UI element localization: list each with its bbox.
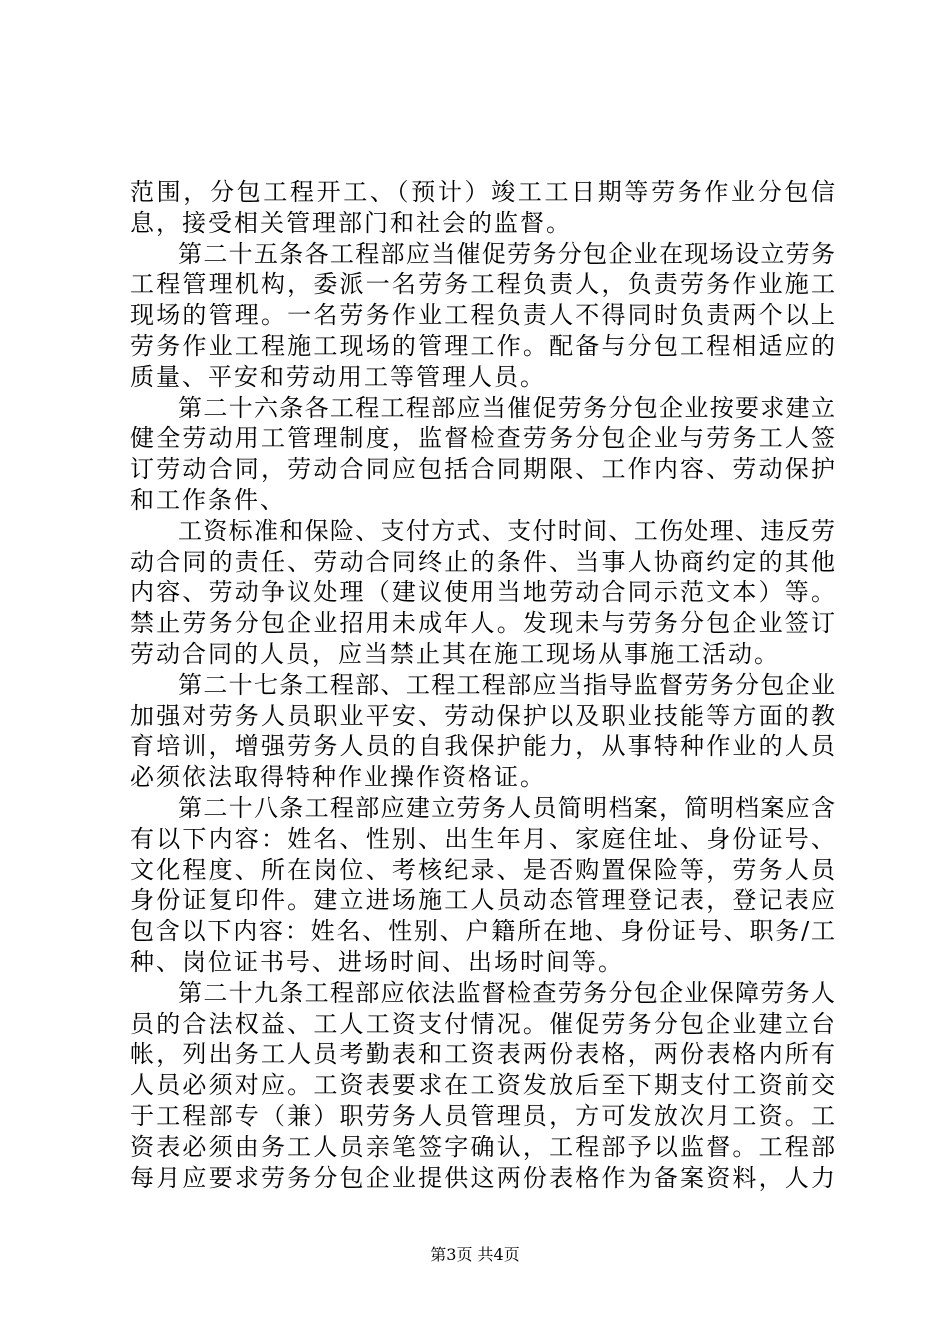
document-body [130, 177, 835, 1193]
page-number-footer: 第3页 共4页 [430, 1245, 520, 1264]
text-line: 劳动合同的人员，应当禁止其在施工现场从事施工活动。 [130, 639, 780, 668]
text-line: 订劳动合同，劳动合同应包括合同期限、工作内容、劳动保护 [130, 455, 835, 484]
text-line: 第二十七条工程部、工程工程部应当指导监督劳务分包企业 [178, 670, 835, 699]
text-line: 动合同的责任、劳动合同终止的条件、当事人协商约定的其他 [130, 547, 835, 576]
text-line: 禁止劳务分包企业招用未成年人。发现未与劳务分包企业签订 [130, 609, 835, 638]
text-line: 于工程部专（兼）职劳务人员管理员，方可发放次月工资。工 [130, 1101, 835, 1130]
text-line: 员的合法权益、工人工资支付情况。催促劳务分包企业建立台 [130, 1009, 835, 1038]
text-line: 资表必须由务工人员亲笔签字确认，工程部予以监督。工程部 [130, 1132, 835, 1161]
article-28-paragraph [130, 793, 835, 978]
text-line: 质量、平安和劳动用工等管理人员。 [130, 362, 546, 391]
article-25-paragraph [130, 239, 835, 393]
text-line: 帐，列出务工人员考勤表和工资表两份表格，两份表格内所有 [130, 1040, 835, 1069]
text-line: 工程管理机构，委派一名劳务工程负责人，负责劳务作业施工 [130, 270, 835, 299]
text-line: 身份证复印件。建立进场施工人员动态管理登记表，登记表应 [130, 886, 835, 915]
text-line: 内容、劳动争议处理（建议使用当地劳动合同示范文本）等。 [130, 578, 835, 607]
text-line: 第二十九条工程部应依法监督检查劳务分包企业保障劳务人 [178, 978, 835, 1007]
article-26-paragraph [130, 393, 835, 516]
text-line: 第二十六条各工程工程部应当催促劳务分包企业按要求建立 [178, 393, 835, 422]
text-line: 文化程度、所在岗位、考核纪录、是否购置保险等，劳务人员 [130, 855, 835, 884]
text-line: 种、岗位证书号、进场时间、出场时间等。 [130, 947, 624, 976]
text-line: 息，接受相关管理部门和社会的监督。 [130, 208, 572, 237]
article-26-continuation-paragraph [130, 516, 835, 670]
previous-article-continuation [130, 177, 835, 239]
text-line: 必须依法取得特种作业操作资格证。 [130, 763, 546, 792]
text-line: 现场的管理。一名劳务作业工程负责人不得同时负责两个以上 [130, 301, 835, 330]
article-27-paragraph [130, 670, 835, 793]
text-line: 劳务作业工程施工现场的管理工作。配备与分包工程相适应的 [130, 331, 835, 360]
article-29-paragraph [130, 978, 835, 1194]
text-line: 第二十八条工程部应建立劳务人员简明档案，简明档案应含 [178, 793, 835, 822]
text-line: 每月应要求劳务分包企业提供这两份表格作为备案资料，人力 [130, 1163, 835, 1192]
text-line: 有以下内容：姓名、性别、出生年月、家庭住址、身份证号、 [130, 824, 835, 853]
text-line: 工资标准和保险、支付方式、支付时间、工伤处理、违反劳 [178, 516, 835, 545]
text-line: 包含以下内容：姓名、性别、户籍所在地、身份证号、职务/工 [130, 917, 835, 946]
text-line: 范围，分包工程开工、（预计）竣工工日期等劳务作业分包信 [130, 178, 835, 206]
text-line: 人员必须对应。工资表要求在工资发放后至下期支付工资前交 [130, 1071, 835, 1100]
text-line: 第二十五条各工程部应当催促劳务分包企业在现场设立劳务 [178, 239, 835, 268]
text-line: 加强对劳务人员职业平安、劳动保护以及职业技能等方面的教 [130, 701, 835, 730]
text-line: 育培训，增强劳务人员的自我保护能力，从事特种作业的人员 [130, 732, 835, 761]
text-line: 和工作条件、 [130, 485, 286, 514]
text-line: 健全劳动用工管理制度，监督检查劳务分包企业与劳务工人签 [130, 424, 835, 453]
